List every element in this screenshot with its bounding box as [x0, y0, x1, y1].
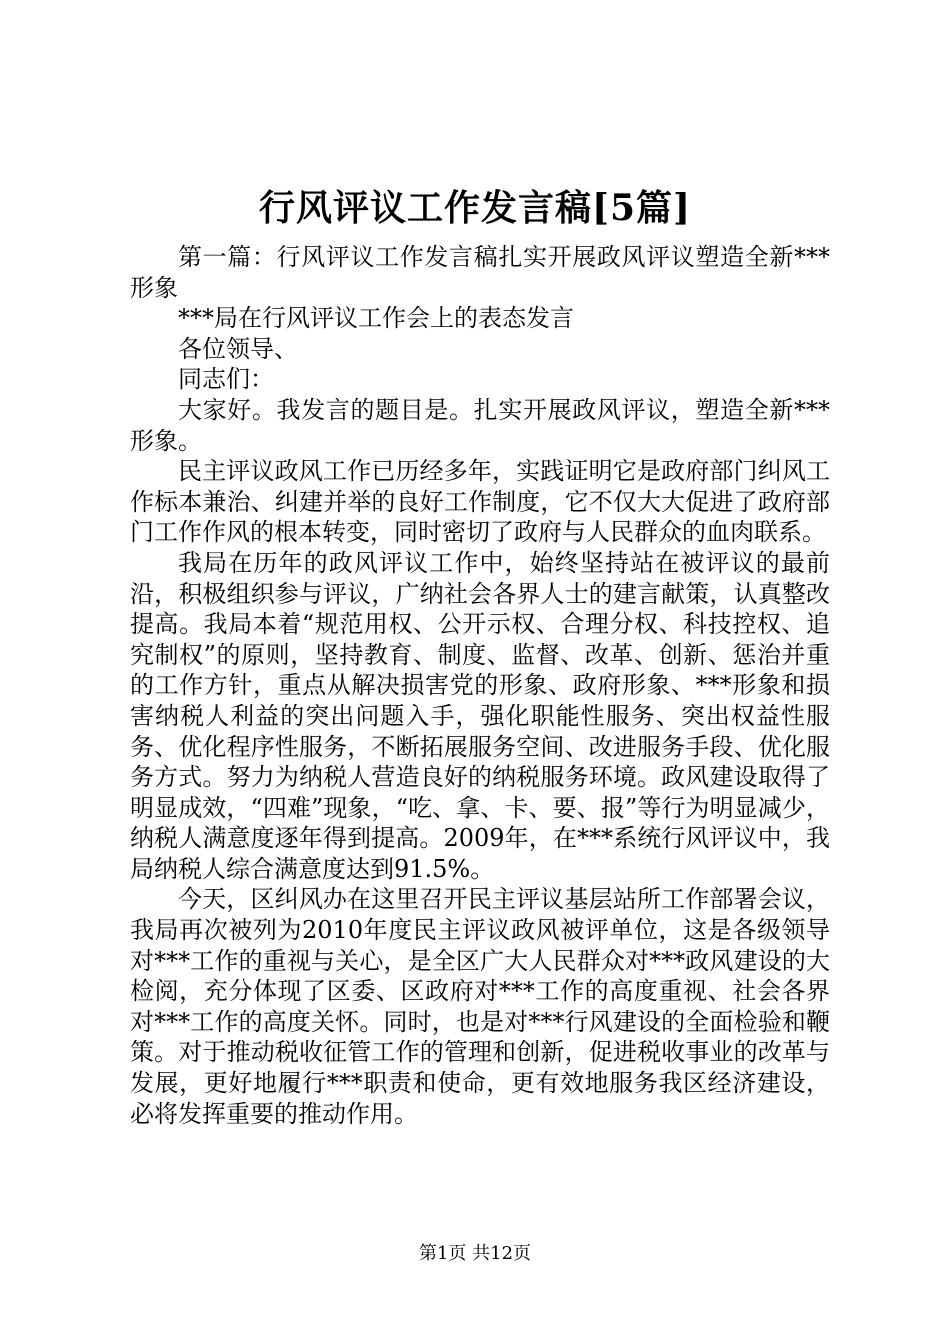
paragraph-body: 民主评议政风工作已历经多年，实践证明它是政府部门纠风工作标本兼治、纠建并举的良好工作制度，它不仅大大促进了政府部门工作作风的根本转变，同时密切了政府与人民群众的血肉联系。 [130, 457, 830, 547]
paragraph-salutation-leaders: 各位领导、 [178, 334, 298, 363]
document-body [130, 242, 830, 1129]
paragraph-chapter-heading: 第一篇：行风评议工作发言稿扎实开展政风评议塑造全新***形象 [130, 243, 830, 302]
paragraph-greeting: 大家好。我发言的题目是。扎实开展政风评议，塑造全新***形象。 [130, 395, 830, 455]
paragraph-salutation-comrades: 同志们： [178, 365, 274, 394]
document-title: 行风评议工作发言稿[5篇] [258, 187, 692, 229]
paragraph-speech-title: ***局在行风评议工作会上的表态发言 [178, 304, 574, 333]
paragraph-body: 我局在历年的政风评议工作中，始终坚持站在被评议的最前沿，积极组织参与评议，广纳社会各界人士的建言献策，认真整改提高。我局本着“规范用权、公开示权、合理分权、科技控权、追究制权”的原则，坚持教育、制度、监督、改革、创新、惩治并重的工作方针，重点从解决损害党的形象、政府形象、***形象和损害纳税人利益的突出问题入手，强化职能性服务、突出权益性服务、优化程序性服务，不断拓展服务空间、改进服务手段、优化服务方式。努力为纳税人营造良好的纳税服务环境。政风建设取得了明显成效，“四难”现象，“吃、拿、卡、要、报”等行为明显减少，纳税人满意度逐年得到提高。2009年，在***系统行风评议中，我局纳税人综合满意度达到91.5%。 [130, 548, 830, 883]
page-number-footer: 第1页 共12页 [418, 1243, 532, 1264]
paragraph-body: 今天，区纠风办在这里召开民主评议基层站所工作部署会议，我局再次被列为2010年度民主评议政风被评单位，这是各级领导对***工作的重视与关心，是全区广大人民群众对***政风建设的大检阅，充分体现了区委、区政府对***工作的高度重视、社会各界对***工作的高度关怀。同时，也是对***行风建设的全面检验和鞭策。对于推动税收征管工作的管理和创新，促进税收事业的改革与发展，更好地履行***职责和使命，更有效地服务我区经济建设，必将发挥重要的推动作用。 [130, 885, 830, 1128]
